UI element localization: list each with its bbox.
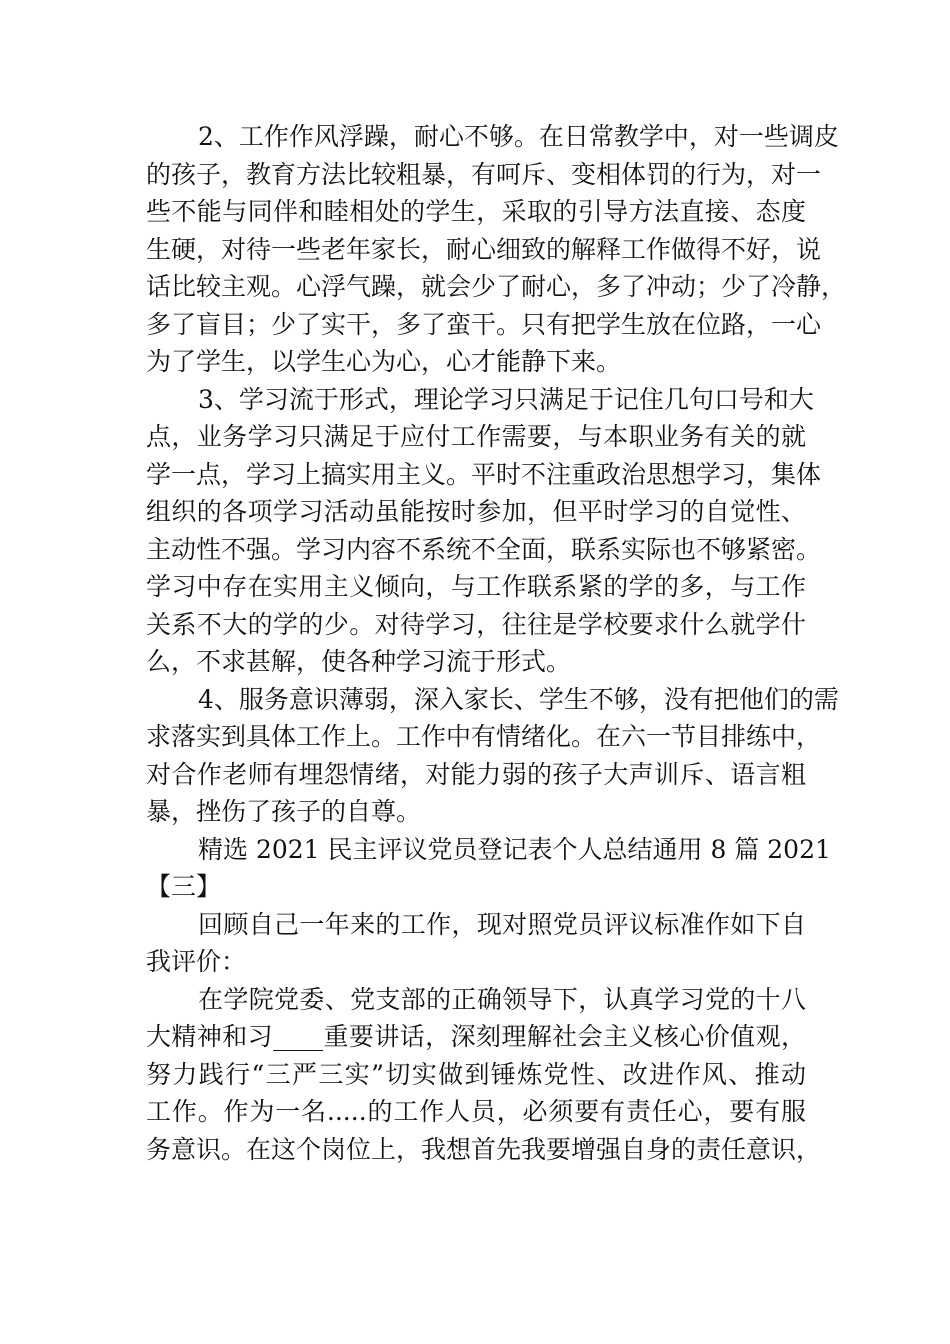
section-heading: 精选 2021 民主评议党员登记表个人总结通用 8 篇 2021 (198, 834, 831, 864)
paragraph-line: 求落实到具体工作上。工作中有情绪化。在六一节目排练中， (146, 722, 822, 751)
paragraph-line: 点，业务学习只满足于应付工作需要，与本职业务有关的就 (146, 422, 806, 451)
paragraph-line: 2、工作作风浮躁，耐心不够。在日常教学中，对一些调皮 (198, 122, 839, 151)
paragraph-line: 回顾自己一年来的工作，现对照党员评议标准作如下自 (198, 909, 806, 939)
paragraph-line: 大精神和习____重要讲话，深刻理解社会主义核心价值观， (146, 1022, 806, 1051)
paragraph-line: 关系不大的学的少。对待学习，往往是学校要求什么就学什 (146, 609, 806, 639)
paragraph-line: 我评价： (146, 947, 247, 976)
paragraph-line: 多了盲目；少了实干，多了蛮干。只有把学生放在位路，一心 (146, 309, 822, 339)
paragraph-line: 工作。作为一名.....的工作人员，必须要有责任心，要有服 (146, 1097, 806, 1126)
paragraph-line: 生硬，对待一些老年家长，耐心细致的解释工作做得不好，说 (146, 234, 822, 264)
paragraph-line: 为了学生，以学生心为心，心才能静下来。 (146, 347, 622, 376)
paragraph-line: 务意识。在这个岗位上，我想首先我要增强自身的责任意识， (146, 1134, 822, 1164)
paragraph-line: 对合作老师有埋怨情绪，对能力弱的孩子大声训斥、语言粗 (146, 759, 806, 789)
paragraph-line: 学习中存在实用主义倾向，与工作联系紧的学的多，与工作 (146, 572, 806, 601)
paragraph-line: 努力践行“三严三实”切实做到锤炼党性、改进作风、推动 (146, 1059, 806, 1089)
paragraph-line: 学一点，学习上搞实用主义。平时不注重政治思想学习，集体 (146, 459, 822, 489)
paragraph-line: 话比较主观。心浮气躁，就会少了耐心，多了冲动；少了冷静， (146, 272, 847, 301)
paragraph-line: 在学院党委、党支部的正确领导下，认真学习党的十八 (198, 984, 806, 1014)
document-body (146, 118, 847, 1168)
paragraph-line: 么，不求甚解，使各种学习流于形式。 (146, 647, 572, 676)
paragraph-line: 暴，挫伤了孩子的自尊。 (146, 797, 422, 826)
paragraph-line: 主动性不强。学习内容不系统不全面，联系实际也不够紧密。 (146, 534, 822, 564)
paragraph-line: 的孩子，教育方法比较粗暴，有呵斥、变相体罚的行为，对一 (146, 159, 822, 189)
section-heading-number: 【三】 (146, 872, 222, 901)
paragraph-line: 组织的各项学习活动虽能按时参加，但平时学习的自觉性、 (146, 497, 806, 526)
paragraph-line: 些不能与同伴和睦相处的学生，采取的引导方法直接、态度 (146, 197, 806, 226)
paragraph-line: 4、服务意识薄弱，深入家长、学生不够，没有把他们的需 (198, 684, 839, 714)
paragraph-line: 3、学习流于形式，理论学习只满足于记住几句口号和大 (198, 384, 814, 414)
